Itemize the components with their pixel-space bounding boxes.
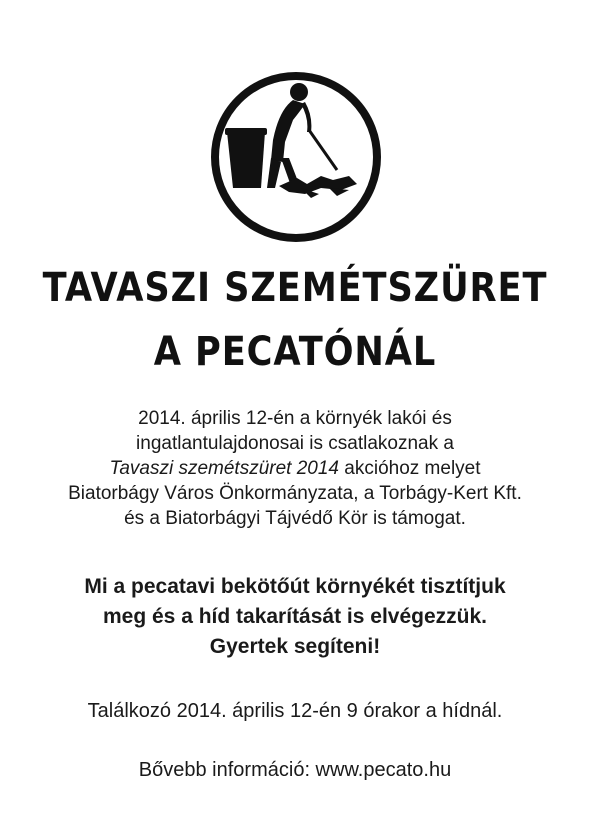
callout-line-1: Mi a pecatavi bekötőút környékét tisztítjuk [84,575,506,598]
intro-paragraph [0,406,590,531]
intro-line-5: és a Biatorbágyi Tájvédő Kör is támogat. [124,508,466,529]
callout-paragraph [0,572,590,662]
meeting-info: Találkozó 2014. április 12-én 9 órakor a hídnál. [87,700,503,722]
headline-line-1: TAVASZI SZEMÉTSZÜRET [42,265,548,311]
intro-line-3 [0,456,590,481]
intro-line-4: Biatorbágy Város Önkormányzata, a Torbágy-Kert Kft. [68,483,522,504]
more-info: Bővebb információ: www.pecato.hu [138,759,452,781]
headline-line-2: A PECATÓNÁL [153,329,437,375]
intro-line-2: ingatlantulajdonosai is csatlakoznak a [136,433,454,454]
intro-line-1: 2014. április 12-én a környék lakói és [138,408,452,429]
intro-line-3-rest: akcióhoz melyet [339,458,481,479]
callout-line-2: meg és a híd takarítását is elvégezzük. [102,605,487,628]
event-name: Tavaszi szemétszüret 2014 [109,458,339,479]
callout-line-3: Gyertek segíteni! [209,635,381,658]
trash-picker-icon [209,70,383,244]
